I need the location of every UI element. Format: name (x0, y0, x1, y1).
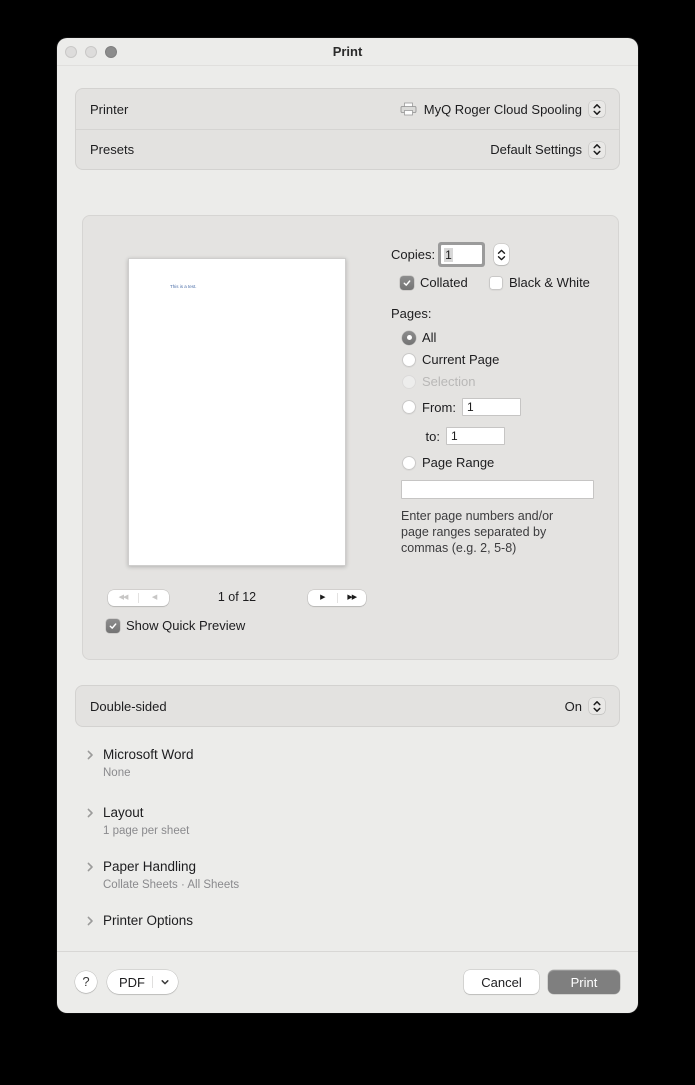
chevron-up-down-icon (589, 698, 605, 714)
section-layout[interactable]: Layout 1 page per sheet (84, 805, 189, 837)
radio-unselected-icon (402, 456, 416, 470)
page-range-hint: Enter page numbers and/or page ranges separated by commas (e.g. 2, 5-8) (401, 509, 554, 555)
show-quick-preview-label: Show Quick Preview (126, 618, 246, 633)
next-page-button[interactable]: ▶ (320, 594, 325, 601)
double-sided-value: On (564, 698, 582, 714)
previous-page-button[interactable]: ◀ (151, 594, 157, 601)
to-input[interactable] (446, 427, 505, 445)
presets-label: Presets (90, 142, 135, 157)
page-counter: 1 of 12 (217, 590, 257, 604)
print-dialog (57, 38, 638, 1013)
section-printer-options[interactable]: Printer Options (84, 913, 193, 928)
radio-current-page-label: Current Page (422, 352, 500, 367)
pdf-menu-button[interactable] (107, 970, 178, 994)
radio-all[interactable] (402, 330, 436, 345)
radio-page-range[interactable] (402, 455, 494, 470)
page-range-input[interactable] (401, 480, 594, 499)
preview-page (128, 258, 346, 566)
collated-checkbox[interactable] (400, 275, 468, 290)
presets-popup[interactable] (490, 142, 605, 158)
presets-value: Default Settings (490, 142, 582, 157)
print-button[interactable]: Print (548, 970, 620, 994)
radio-disabled-icon (402, 375, 416, 389)
chevron-right-icon (84, 749, 96, 761)
checkbox-unchecked-icon (489, 276, 503, 290)
chevron-up-down-icon (589, 142, 605, 158)
title-bar (57, 38, 638, 66)
show-quick-preview-checkbox[interactable] (106, 618, 245, 633)
from-label: From: (422, 399, 456, 415)
double-sided-popup[interactable] (565, 698, 605, 714)
copies-value: 1 (445, 247, 452, 262)
double-sided-group (75, 685, 620, 727)
cancel-button[interactable]: Cancel (464, 970, 539, 994)
black-white-checkbox[interactable] (489, 275, 590, 290)
window-title: Print (332, 44, 363, 59)
double-sided-row (76, 686, 619, 726)
radio-unselected-icon (402, 400, 416, 414)
footer-bar (57, 951, 638, 1013)
printer-presets-group (75, 88, 620, 170)
pdf-label: PDF (119, 974, 145, 990)
first-page-button[interactable]: ◀◀ (118, 594, 128, 601)
chevron-up-down-icon (589, 101, 605, 117)
collated-label: Collated (420, 275, 468, 290)
printer-icon (400, 102, 417, 116)
to-row (402, 427, 505, 445)
printer-popup[interactable] (400, 101, 605, 117)
from-input[interactable] (462, 398, 521, 416)
radio-unselected-icon (402, 353, 416, 367)
double-sided-label: Double-sided (90, 698, 167, 714)
radio-selected-icon (402, 331, 416, 345)
copies-row (391, 244, 509, 265)
chevron-right-icon (84, 807, 96, 819)
copies-input[interactable] (441, 245, 482, 264)
section-paper-handling[interactable]: Paper Handling Collate Sheets · All Sheets (84, 859, 239, 891)
radio-selection-label: Selection (422, 374, 476, 389)
copies-pages-panel (82, 215, 619, 660)
section-microsoft-word[interactable]: Microsoft Word None (84, 747, 194, 779)
to-label: to: (425, 428, 440, 444)
chevron-right-icon (84, 915, 96, 927)
radio-from[interactable] (402, 398, 521, 416)
radio-selection (402, 374, 475, 389)
segment-divider (152, 976, 153, 988)
presets-row (76, 129, 619, 169)
checkbox-checked-icon (400, 276, 414, 290)
pages-label: Pages: (391, 306, 432, 321)
preview-page-text: This is a test. (170, 284, 197, 289)
printer-value: MyQ Roger Cloud Spooling (423, 101, 582, 117)
chevron-right-icon (84, 861, 96, 873)
help-button[interactable]: ? (75, 971, 97, 993)
radio-current-page[interactable] (402, 352, 499, 367)
black-white-label: Black & White (509, 275, 590, 290)
copies-stepper[interactable] (494, 244, 509, 265)
copies-label: Copies: (391, 247, 436, 262)
page-range-label: Page Range (422, 455, 495, 470)
preview-forward-buttons (308, 590, 366, 606)
last-page-button[interactable]: ▶▶ (347, 594, 357, 601)
radio-all-label: All (422, 330, 437, 345)
chevron-down-icon (160, 977, 170, 987)
printer-label: Printer (90, 101, 129, 117)
printer-row (76, 89, 619, 129)
checkbox-checked-icon (106, 619, 120, 633)
